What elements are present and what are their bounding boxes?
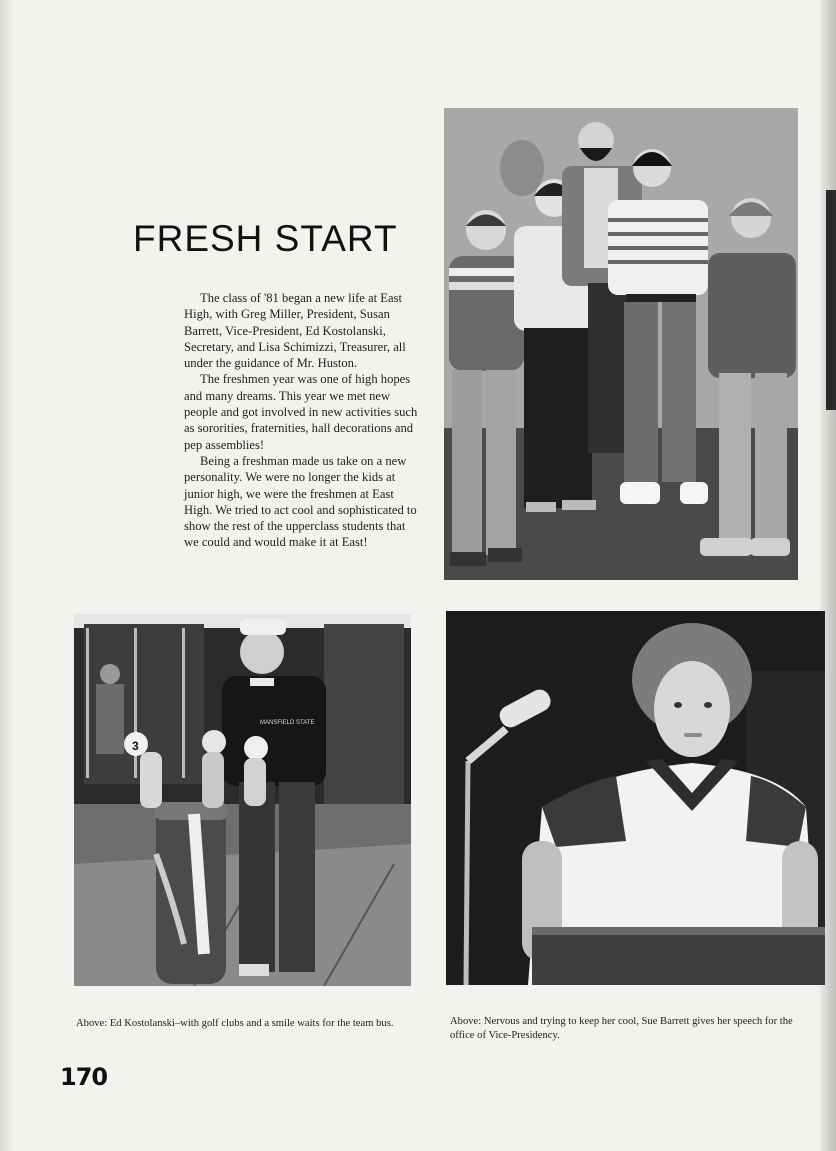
paragraph-intro: The class of '81 began a new life at East High, with Greg Miller, President, Susan Barrett, Vice-President, Ed Kostolanski, Secretary, and Lisa Schimizzi, Treasurer, all under the guidance of Mr. Huston. [184, 291, 406, 371]
paragraph-new-personality: Being a freshman made us take on a new personality. We were no longer the kids at junior high, we were the freshmen at East High. We tried to act cool and sophisticated to show the rest of the upperclass students that we could and would make it at East! [184, 453, 417, 550]
page-number: 170 [60, 1063, 108, 1091]
caption-golf-photo: Above: Ed Kostolanski–with golf clubs and a smile waits for the team bus. [76, 1018, 394, 1029]
paragraph-freshmen-year: The freshmen year was one of high hopes and many dreams. This year we met new people and got involved in new activities such as sororities, fraternities, hall decorations and pep assemblies! [184, 372, 418, 452]
golf-clubs-photo [74, 614, 411, 986]
next-page-tab [826, 190, 836, 410]
caption-speech-photo: Above: Nervous and trying to keep her cool, Sue Barrett gives her speech for the office of Vice-Presidency. [450, 1016, 793, 1041]
head-cover-number: 3 [132, 739, 139, 753]
page-headline: FRESH START [133, 218, 398, 259]
page-gutter-shadow [0, 0, 14, 1151]
shirt-print-text: MANSFIELD STATE [260, 720, 315, 726]
speech-photo [446, 611, 825, 985]
class-officers-photo [444, 108, 798, 580]
article-body [184, 290, 420, 551]
